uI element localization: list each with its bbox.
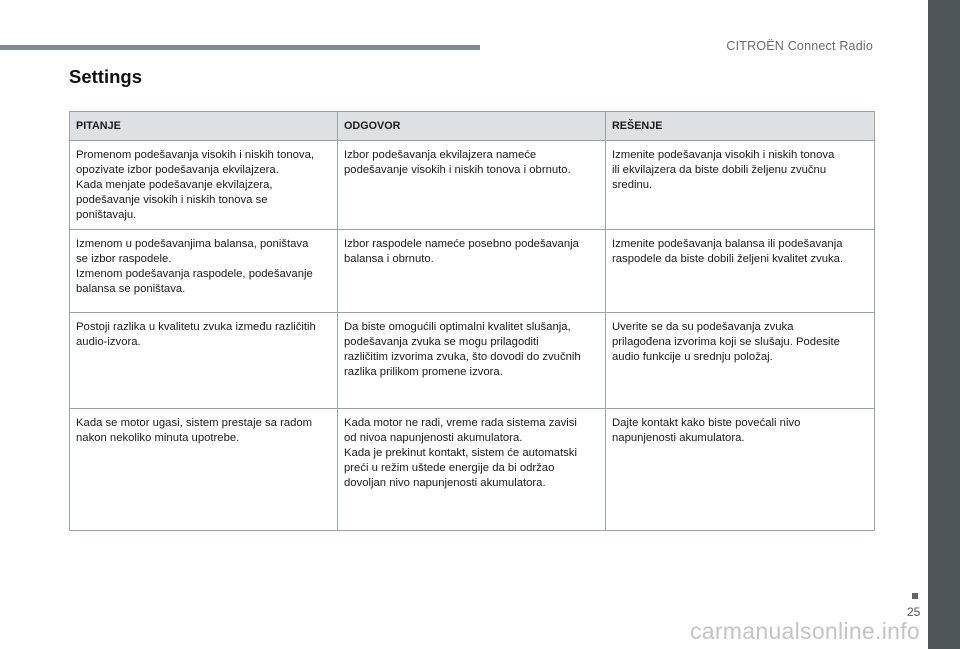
cell-text-line: audio-izvora. xyxy=(76,336,141,348)
answer-cell xyxy=(338,230,606,313)
cell-text-line: Promenom podešavanja visokih i niskih tonova, xyxy=(76,149,314,161)
question-cell xyxy=(70,313,338,409)
solution-cell xyxy=(606,141,875,230)
cell-text-line: Izmenom podešavanja raspodele, podešavanje xyxy=(76,268,313,280)
page-number: 25 xyxy=(907,605,921,619)
solution-cell xyxy=(606,313,875,409)
cell-text-line: Izmenite podešavanja visokih i niskih tonova xyxy=(612,149,835,161)
cell-text-line: Izbor podešavanja ekvilajzera nameće xyxy=(344,149,537,161)
cell-text-line: Izbor raspodele nameće posebno podešavanja xyxy=(344,238,579,250)
cell-text-line: Kada je prekinut kontakt, sistem će automatski xyxy=(344,447,577,459)
cell-text-line: Izmenom u podešavanjima balansa, poništava xyxy=(76,238,309,250)
cell-text-line: Kada motor ne radi, vreme rada sistema zavisi xyxy=(344,417,577,429)
cell-text-line: dovoljan nivo napunjenosti akumulatora. xyxy=(344,477,546,489)
table-row xyxy=(70,313,875,409)
question-cell xyxy=(70,230,338,313)
cell-text-line: preći u režim uštede energije da bi održao xyxy=(344,462,555,474)
answer-cell xyxy=(338,141,606,230)
cell-text-line: ili ekvilajzera da biste dobili željenu zvučnu xyxy=(612,164,827,176)
question-cell xyxy=(70,409,338,531)
page-bullet-icon xyxy=(912,593,918,599)
solution-cell xyxy=(606,230,875,313)
column-header-question: PITANJE xyxy=(70,112,338,141)
faq-table xyxy=(69,111,875,531)
cell-text-line: Da biste omogućili optimalni kvalitet slušanja, xyxy=(344,321,571,333)
cell-text-line: različitim izvorima zvuka, što dovodi do zvučnih xyxy=(344,351,581,363)
cell-text-line: Izmenite podešavanja balansa ili podešavanja xyxy=(612,238,843,250)
cell-text-line: prilagođena izvorima koji se slušaju. Podesite xyxy=(612,336,840,348)
watermark: carmanualsonline.info xyxy=(689,618,920,644)
cell-text-line: napunjenosti akumulatora. xyxy=(612,432,745,444)
table-header-row xyxy=(70,112,875,141)
cell-text-line: od nivoa napunjenosti akumulatora. xyxy=(344,432,523,444)
cell-text-line: Dajte kontakt kako biste povećali nivo xyxy=(612,417,801,429)
cell-text-line: Uverite se da su podešavanja zvuka xyxy=(612,321,794,333)
table-row xyxy=(70,141,875,230)
column-header-answer: ODGOVOR xyxy=(338,112,606,141)
cell-text-line: balansa se poništava. xyxy=(76,283,186,295)
cell-text-line: podešavanje visokih i niskih tonova se xyxy=(76,194,268,206)
cell-text-line: opozivate izbor podešavanja ekvilajzera. xyxy=(76,164,279,176)
brand-title: CITROËN Connect Radio xyxy=(726,39,873,53)
answer-cell xyxy=(338,313,606,409)
table-row xyxy=(70,230,875,313)
cell-text-line: podešavanja zvuka se mogu prilagoditi xyxy=(344,336,539,348)
solution-cell xyxy=(606,409,875,531)
cell-text-line: se izbor raspodele. xyxy=(76,253,172,265)
question-cell xyxy=(70,141,338,230)
column-header-solution: REŠENJE xyxy=(606,112,875,141)
header-rule xyxy=(0,45,480,50)
cell-text-line: razlika prilikom promene izvora. xyxy=(344,366,503,378)
cell-text-line: podešavanje visokih i niskih tonova i obrnuto. xyxy=(344,164,571,176)
cell-text-line: balansa i obrnuto. xyxy=(344,253,434,265)
page-title: Settings xyxy=(69,66,142,87)
cell-text-line: Kada menjate podešavanje ekvilajzera, xyxy=(76,179,273,191)
cell-text-line: Postoji razlika u kvalitetu zvuka između različitih xyxy=(76,321,316,333)
cell-text-line: raspodele da biste dobili željeni kvalitet zvuka. xyxy=(612,253,844,265)
cell-text-line: poništavaju. xyxy=(76,209,137,221)
cell-text-line: sredinu. xyxy=(612,179,653,191)
side-band xyxy=(928,0,960,649)
cell-text-line: audio funkcije u srednju položaj. xyxy=(612,351,773,363)
answer-cell xyxy=(338,409,606,531)
cell-text-line: nakon nekoliko minuta upotrebe. xyxy=(76,432,240,444)
cell-text-line: Kada se motor ugasi, sistem prestaje sa radom xyxy=(76,417,313,429)
table-row xyxy=(70,409,875,531)
